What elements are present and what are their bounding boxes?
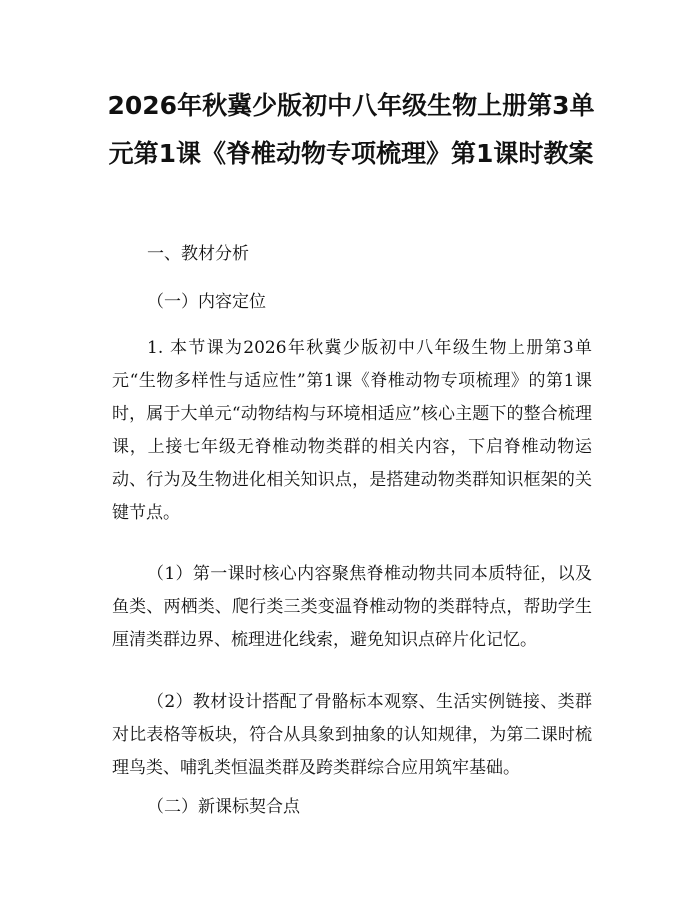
subsection-heading-content-positioning: （一）内容定位 <box>147 292 266 312</box>
paragraph-lesson-overview: 1. 本节课为2026年秋冀少版初中八年级生物上册第3单元“生物多样性与适应性”第1课《脊椎动物专项梳理》的第1课时，属于大单元“动物结构与环境相适应”核心主题下的整合梳理课，上接七年级无脊椎动物类群的相关内容，下启脊椎动物运动、行为及生物进化相关知识点，是搭建动物类群知识框架的关键节点。 <box>112 338 592 523</box>
paragraph-first-lesson-core: （1）第一课时核心内容聚焦脊椎动物共同本质特征，以及鱼类、两栖类、爬行类三类变温脊椎动物的类群特点，帮助学生厘清类群边界、梳理进化线索，避免知识点碎片化记忆。 <box>112 564 592 650</box>
document-title: 2026年秋冀少版初中八年级生物上册第3单元第1课《脊椎动物专项梳理》第1课时教案 <box>107 91 595 168</box>
subsection-heading-curriculum-fit: （二）新课标契合点 <box>147 797 300 817</box>
paragraph-textbook-design: （2）教材设计搭配了骨骼标本观察、生活实例链接、类群对比表格等板块，符合从具象到抽象的认知规律，为第二课时梳理鸟类、哺乳类恒温类群及跨类群综合应用筑牢基础。 <box>112 692 592 778</box>
section-heading-textbook-analysis: 一、教材分析 <box>147 244 249 264</box>
